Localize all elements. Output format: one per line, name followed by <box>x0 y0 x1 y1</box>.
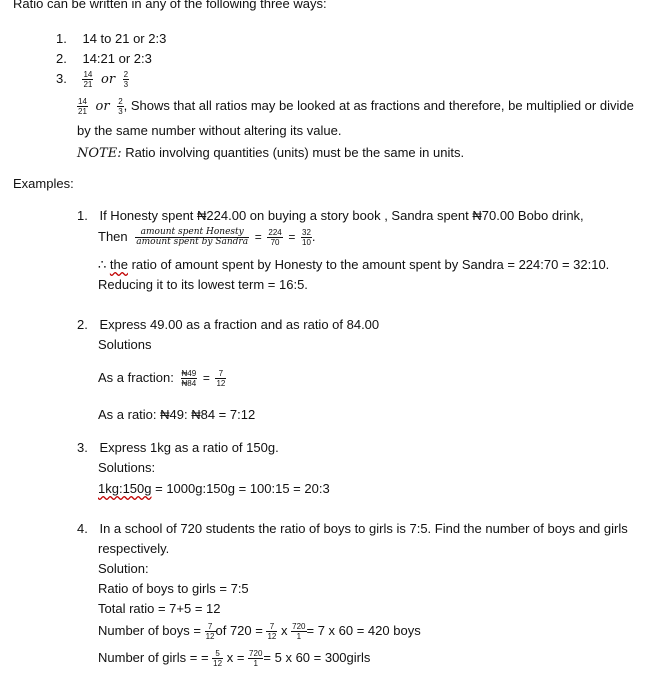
example-3-statement <box>77 440 279 456</box>
fraction-720-1: $\frac{720}{1}$ <box>249 649 263 669</box>
example-3-answer: 1kg:150g = 1000g:150g = 100:15 = 20:3 <box>98 481 330 496</box>
statement-continued: by the same number without altering its value. <box>77 123 342 138</box>
or-word: or <box>101 72 116 87</box>
then-word: Then <box>98 229 128 244</box>
list-number: 3. <box>56 71 67 86</box>
examples-heading: Examples: <box>13 176 74 191</box>
solutions-label: Solutions: <box>98 460 156 475</box>
list-number: 3. <box>77 440 88 455</box>
example-2-fraction-line <box>98 364 226 392</box>
word-fraction: $\frac{\text{amount spent Honesty}}{\text{amount spent by Sandra}}$ <box>136 227 249 248</box>
fraction-7-12: $\frac{7}{12}$ <box>205 622 215 642</box>
list-item-2 <box>56 51 152 67</box>
fraction-14-21: $\frac{14}{21}$ <box>78 97 87 117</box>
fraction-2-3: $\frac{2}{3}$ <box>123 70 129 90</box>
fraction-49-84: $\frac{₦49}{₦84}$ <box>181 369 197 389</box>
equals-sign: = <box>288 230 296 244</box>
example-3-text: Express 1kg as a ratio of 150g. <box>99 440 279 455</box>
fraction-7-12: $\frac{7}{12}$ <box>267 622 277 642</box>
as-fraction-label: As a fraction: <box>98 370 174 385</box>
intro-text: Ratio can be written in any of the following three ways: <box>13 0 327 11</box>
solution-label: Solution: <box>98 561 149 576</box>
list-item-1 <box>56 31 166 47</box>
list-number: 2. <box>77 317 88 332</box>
example-1-therefore-line: ∴ the ratio of amount spent by Honesty to the amount spent by Sandra = 224:70 = 32:10. <box>98 257 610 272</box>
example-2-text: Express 49.00 as a fraction and as ratio of 84.00 <box>99 317 380 332</box>
example-2-statement <box>77 317 379 333</box>
fraction-2-3: $\frac{2}{3}$ <box>118 97 123 117</box>
fraction-statement <box>77 94 634 119</box>
therefore-symbol: ∴ <box>98 257 110 272</box>
fraction-7-12: $\frac{7}{12}$ <box>216 369 226 389</box>
fraction-32-10: $\frac{32}{10}$ <box>302 228 311 248</box>
statement-text: , Shows that all ratios may be looked at as fractions and therefore, be multiplied or divide <box>123 98 634 113</box>
note <box>77 145 464 162</box>
fraction-224-70: $\frac{224}{70}$ <box>268 228 282 248</box>
list-number: 1. <box>56 31 67 46</box>
example-4-statement <box>77 521 628 537</box>
girls-calculation: Number of girls = = $\frac{5}{12}$ x = $\frac{720}{1}$ = 5 x 60 = 300girls <box>98 649 371 669</box>
solutions-label: Solutions <box>98 337 152 352</box>
list-text: 14 to 21 or 2:3 <box>82 31 167 46</box>
list-number: 1. <box>77 208 88 223</box>
example-4-text-continued: respectively. <box>98 541 170 556</box>
as-ratio-line: As a ratio: ₦49: ₦84 = 7:12 <box>98 407 256 422</box>
fraction-5-12: $\frac{5}{12}$ <box>213 649 223 669</box>
list-item-3 <box>56 68 129 91</box>
equals-sign: = <box>202 371 210 385</box>
boys-calculation: Number of boys = $\frac{7}{12}$ of 720 = $\frac{7}{12}$ x $\frac{720}{1}$ = 7 x 60 = 420 boys <box>98 622 421 642</box>
example-1-text: If Honesty spent ₦224.00 on buying a story book , Sandra spent ₦70.00 Bobo drink, <box>99 208 584 223</box>
example-4-text: In a school of 720 students the ratio of boys to girls is 7:5. Find the number of boys and girls <box>99 521 628 536</box>
equals-sign: = <box>254 230 262 244</box>
note-label: NOTE: <box>77 146 122 161</box>
list-number: 2. <box>56 51 67 66</box>
list-number: 4. <box>77 521 88 536</box>
note-text: Ratio involving quantities (units) must be the same in units. <box>121 145 465 160</box>
total-ratio-line: Total ratio = 7+5 = 12 <box>98 601 221 616</box>
fraction-720-1: $\frac{720}{1}$ <box>292 622 306 642</box>
ratio-line: Ratio of boys to girls = 7:5 <box>98 581 249 596</box>
list-text: 14:21 or 2:3 <box>82 51 152 66</box>
example-1-reduction: Reducing it to its lowest term = 16:5. <box>98 277 308 292</box>
or-word: or <box>95 99 110 114</box>
fraction-14-21: $\frac{14}{21}$ <box>83 70 93 90</box>
example-1-fraction-line: Then $\frac{\text{amount spent Honesty}}{\text{amount spent by Sandra}}$ = $\frac{224}{70}$ = $\frac{32}{10}$ . <box>98 227 316 248</box>
